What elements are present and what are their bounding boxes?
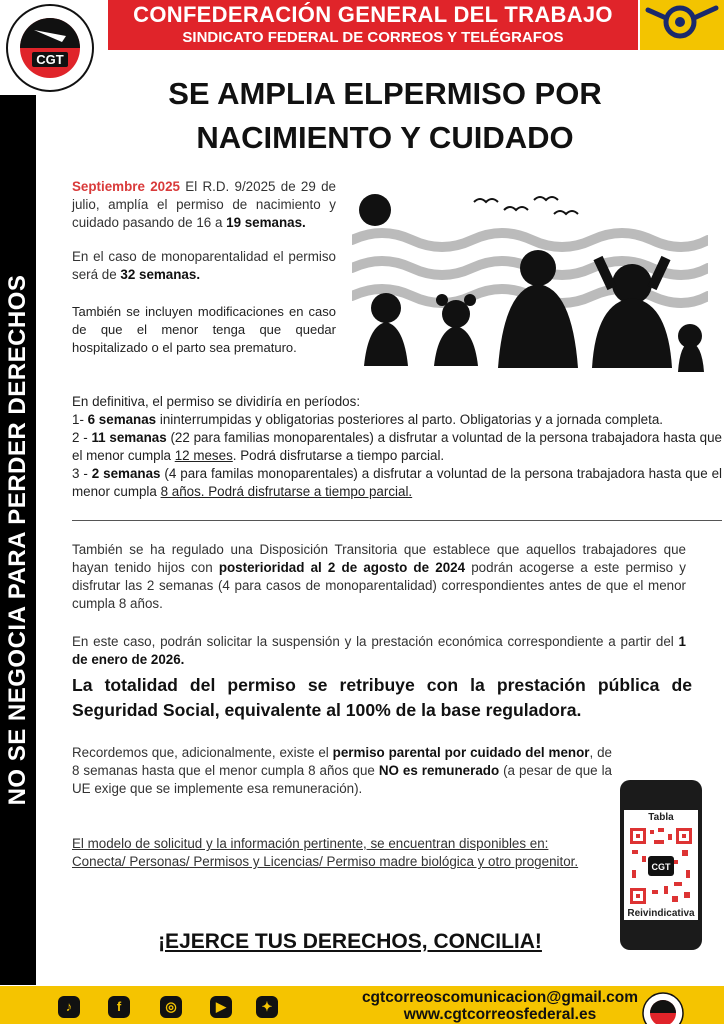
twitter-icon[interactable]: ✦: [256, 996, 278, 1018]
contact-info: [360, 989, 640, 1023]
periods-list: [72, 393, 722, 521]
periods-lead: En definitiva, el permiso se dividiría en períodos:: [72, 394, 361, 409]
contact-web[interactable]: www.cgtcorreosfederal.es: [403, 1006, 597, 1023]
phone-qr: [620, 780, 702, 950]
svg-text:CGT: CGT: [36, 52, 64, 67]
instagram-icon[interactable]: ◎: [160, 996, 182, 1018]
cta-heading: ¡EJERCE TUS DERECHOS, CONCILIA!: [158, 930, 542, 953]
phone-screen: [624, 810, 698, 920]
intro-paragraph: Septiembre 2025 El R.D. 9/2025 de 29 de julio, amplía el permiso de nacimiento y cuidado pasando de 16 a 19 semanas.: [72, 179, 336, 230]
footer-cgt-logo: [640, 990, 686, 1024]
transitoria-paragraph: También se ha regulado una Disposición Transitoria que establece que aquellos trabajadores que hayan tenido hijos con posterioridad al 2 de agosto de 2024 podrán acogerse a este permiso y disfrutar las 2 semanas (4 para casos de monoparentalidad) correspondientes antes de que el menor cumpla 8 años.: [72, 542, 687, 611]
qr-caption-top: Tabla: [648, 812, 674, 823]
side-slogan-band: [0, 95, 36, 985]
period-2: 2 - 11 semanas (22 para familias monoparentales) a disfrutar a voluntad de la persona trabajadora hasta que el menor cumpla 12 meses. Podrá disfrutarse a tiempo parcial.: [72, 430, 722, 463]
post-horn-logo: [640, 0, 724, 50]
modelo-link[interactable]: El modelo de solicitud y la información pertinente, se encuentran disponibles en: Conecta/ Personas/ Permisos y Licencias/ Permiso madre biológica y otro progenitor.: [72, 836, 579, 869]
qr-caption-bottom: Reivindicativa: [627, 908, 695, 919]
side-slogan: NO SE NEGOCIA PARA PERDER DERECHOS: [4, 274, 31, 806]
page-title: SE AMPLIA ELPERMISO POR NACIMIENTO Y CUIDADO: [168, 76, 602, 155]
period-3: 3 - 2 semanas (4 para familas monoparentales) a disfrutar a voluntad de la persona trabajadora hasta que el menor cumpla 8 años. Podrá disfrutarse a tiempo parcial.: [72, 466, 722, 499]
qr-code[interactable]: [628, 826, 694, 906]
banner-line-1: CONFEDERACIÓN GENERAL DEL TRABAJO: [133, 2, 613, 27]
banner: [108, 0, 638, 50]
contact-email[interactable]: cgtcorreoscomunicacion@gmail.com: [361, 989, 639, 1006]
family-illustration: [352, 188, 708, 383]
retribucion-statement: La totalidad del permiso se retribuye con la prestación pública de Seguridad Social, equivalente al 100% de la base reguladora.: [72, 675, 692, 720]
mono-paragraph: En el caso de monoparentalidad el permiso será de 32 semanas.: [72, 249, 336, 282]
suspension-paragraph: En este caso, podrán solicitar la suspensión y la prestación económica correspondiente a partir del 1 de enero de 2026.: [72, 634, 686, 667]
footer: [0, 986, 724, 1024]
period-1: 1- 6 semanas ininterrumpidas y obligatorias posteriores al parto. Obligatorias y a jornada completa.: [72, 412, 664, 427]
svg-text:CGT: CGT: [651, 862, 671, 872]
hospital-paragraph: También se incluyen modificaciones en caso de que el menor tenga que quedar hospitalizado o el parto sea prematuro.: [72, 304, 336, 355]
tiktok-icon[interactable]: ♪: [58, 996, 80, 1018]
cgt-logo: [4, 2, 104, 94]
youtube-icon[interactable]: ▶: [210, 996, 232, 1018]
facebook-icon[interactable]: f: [108, 996, 130, 1018]
parental-paragraph: Recordemos que, adicionalmente, existe el permiso parental por cuidado del menor, de 8 semanas hasta que el menor cumpla 8 años que NO es remunerado (a pesar de que la UE exige que se implemente esa remuneración).: [72, 745, 612, 796]
banner-line-2: SINDICATO FEDERAL DE CORREOS Y TELÉGRAFOS: [182, 29, 564, 46]
